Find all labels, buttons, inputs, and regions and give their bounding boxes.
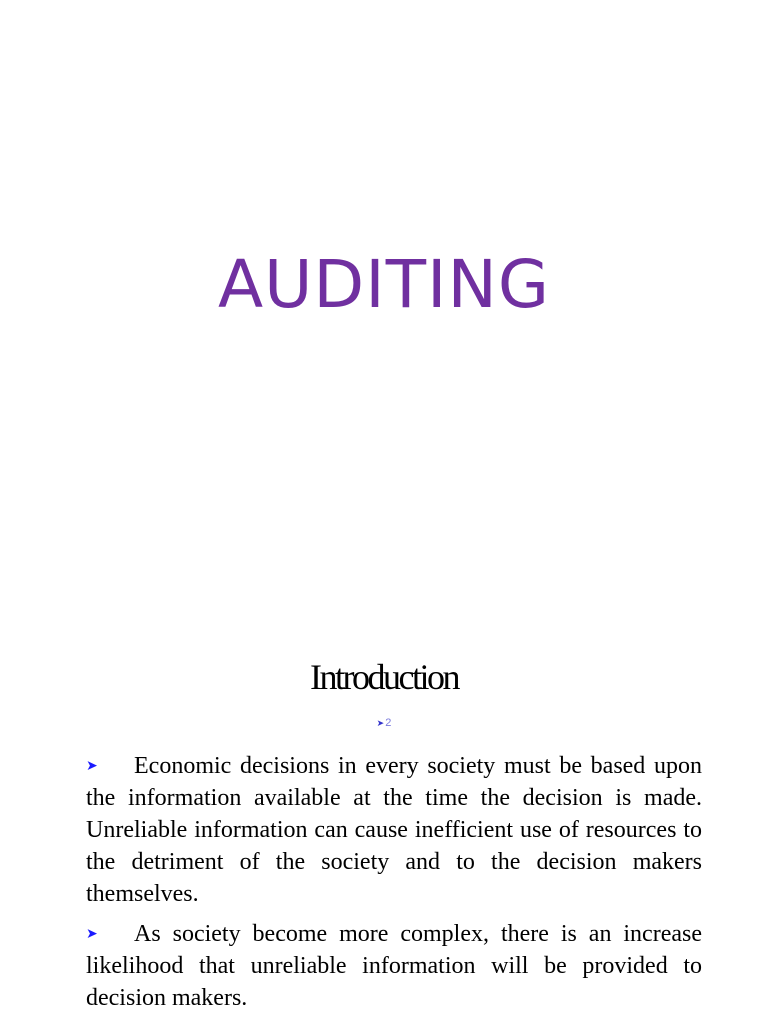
slide-number [0,718,768,729]
section-heading: Introduction [310,657,458,697]
arrow-bullet-icon: ➤ [86,759,98,774]
list-item [86,918,702,1014]
bullet-text: As society become more complex, there is an increase likelihood that unreliable information will be provided to decision makers. [86,921,702,1011]
bullet-text: Economic decisions in every society must be based upon the information available at the time the decision is made. Unreliable information can cause inefficient use of resources to the detriment of the society and to the decision makers themselves. [86,753,702,907]
slide-number-value: 2 [385,717,392,729]
main-title: AUDITING [217,246,551,324]
bullet-list [86,750,702,1022]
arrow-bullet-icon: ➤ [376,718,385,728]
arrow-bullet-icon: ➤ [86,927,98,942]
introduction-slide [0,640,768,1024]
list-item [86,750,702,910]
